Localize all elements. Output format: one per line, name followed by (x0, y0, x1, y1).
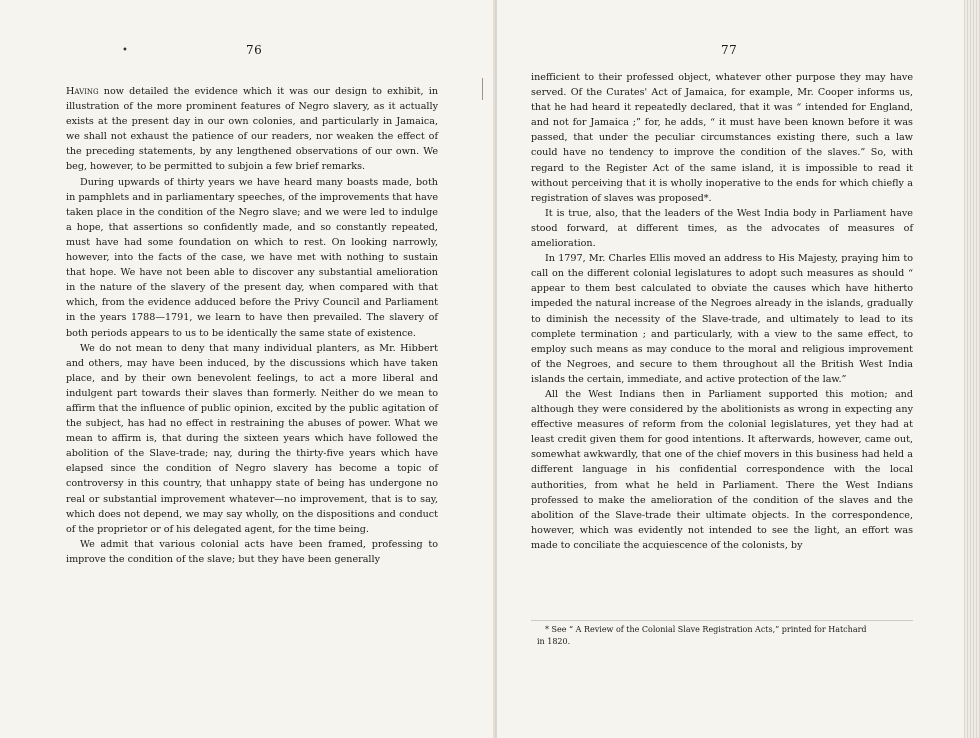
paragraph: All the West Indians then in Parliament supported this motion; and although they were considered by the abolitionists as wrong in expecting any effective measures of reform from the colonial legislatures, yet they had at least credit given them for good intentions. It afterwards, however, came out, somewhat awkwardly, that one of the chief movers in this business had held a different language in his confidential correspondence with the local authorities, from what he held in Parliament. There the West Indians professed to make the amelioration of the condition of the slaves and the abolition of the Slave-trade their ultimate objects. In the correspondence, however, which was evidently not intended to see the light, an effort was made to conciliate the acquiescence of the colonists, by (531, 388, 913, 551)
paragraph: It is true, also, that the leaders of the West India body in Parliament have stood forward, at different times, as the advocates of measures of amelioration. (531, 207, 913, 250)
footnote-line: in 1820. (537, 637, 571, 646)
paragraph: In 1797, Mr. Charles Ellis moved an address to His Majesty, praying him to call on the different colonial legislatures to adopt such measures as should “ appear to them best calculated to obviate the causes which have hitherto impeded the natural increase of the Negroes already in the islands, gradually to diminish the necessity of the Slave-trade, and ultimately to lead to its complete termination ; and particularly, with a view to the same effect, to employ such means as may conduce to the moral and religious improvement of the Negroes, and secure to them throughout all the British West India islands the certain, immediate, and active protection of the law.” (531, 253, 913, 385)
page-number-right: 77 (721, 43, 738, 57)
left-page-body (66, 84, 438, 567)
paragraph: We do not mean to deny that many individual planters, as Mr. Hibbert and others, may have been induced, by the discussions which have taken place, and by their own benevolent feelings, to act a more liberal and indulgent part towards their slaves than formerly. Neither do we mean to affirm that the influence of public opinion, excited by the public agitation of the subject, has had no effect in restraining the abuses of power. What we mean to affirm is, that during the sixteen years which have followed the abolition of the Slave-trade; nay, during the thirty-five years which have elapsed since the condition of Negro slavery has become a topic of controversy in this country, that unhappy state of being has undergone no real or substantial improvement whatever—no improvement, that is to say, which does not depend, we may say wholly, on the dispositions and conduct of the proprietor or of his delegated agent, for the time being. (66, 342, 438, 535)
paragraph: During upwards of thirty years we have heard many boasts made, both in pamphlets and in parliamentary speeches, of the improvements that have taken place in the condition of the Negro slave; and we were led to indulge a hope, that assertions so confidently made, and so constantly repeated, must have had some foundation on which to rest. On looking narrowly, however, into the facts of the case, we have met with nothing to sustain that hope. We have not been able to discover any substantial amelioration in the nature of the slavery of the present day, when compared with that which, from the evidence adduced before the Privy Council and Parliament in the years 1788—1791, we learn to have then prevailed. The slavery of both periods appears to us to be identically the same state of existence. (66, 176, 438, 339)
paragraph-text: now detailed the evidence which it was our design to exhibit, in illustration of the more prominent features of Negro slavery, as it actually exists at the present day in our own colonies, and particularly in Jamaica, we shall not exhaust the patience of our readers, nor weaken the effect of the preceding statements, by any lengthened observations of our own. We beg, however, to be permitted to subjoin a few brief remarks. (66, 86, 438, 173)
paragraph: inefficient to their professed object, whatever other purpose they may have served. Of the Curates' Act of Jamaica, for example, Mr. Cooper informs us, that he had heard it repeatedly declared, that it was “ intended for England, and not for Jamaica ;” for, he adds, “ it must have been known before it was passed, that under the peculiar circumstances existing there, such a law could have no tendency to improve the condition of the slaves.” So, with regard to the Register Act of the same island, it is impossible to read it without perceiving that it is wholly inoperative to the ends for which chiefly a registration of slaves was proposed*. (531, 72, 913, 204)
footnote-line: * See “ A Review of the Colonial Slave Registration Acts,” printed for Hatchard (545, 625, 867, 634)
drop-word: Having (66, 86, 99, 97)
page-number-left: 76 (246, 43, 263, 57)
right-page (497, 0, 980, 738)
ornament-dot: • (122, 45, 128, 56)
right-page-edge (964, 0, 980, 738)
paragraph (66, 84, 438, 175)
right-page-body (531, 70, 913, 553)
margin-mark (482, 78, 483, 100)
footnote-rule (531, 620, 913, 621)
footnote (537, 624, 913, 648)
paragraph: We admit that various colonial acts have been framed, professing to improve the condition of the slave; but they have been generally (66, 538, 438, 565)
